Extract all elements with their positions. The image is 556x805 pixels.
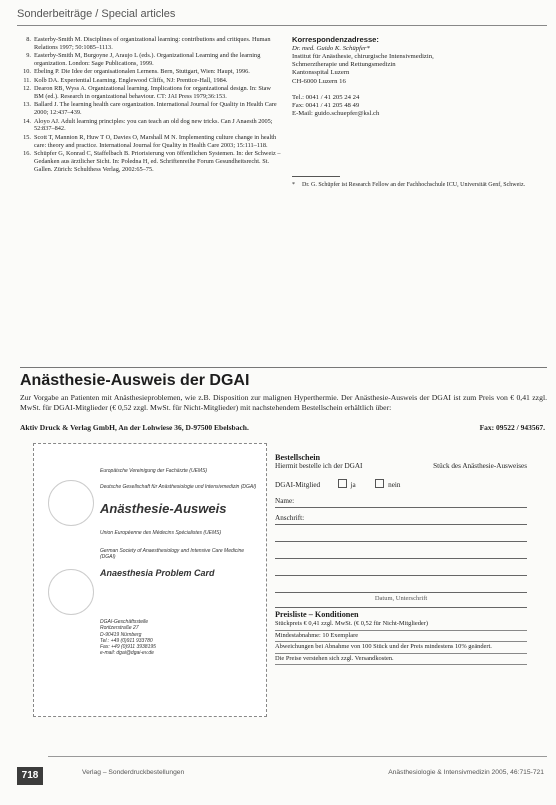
page-number: 718 bbox=[17, 767, 43, 785]
reference-list bbox=[20, 36, 282, 174]
footnote-rule bbox=[292, 176, 340, 177]
reference-item bbox=[20, 36, 282, 52]
publisher-fax: Fax: 09522 / 943567. bbox=[479, 423, 545, 432]
card-org-de-1: Europäische Vereinigung der Fachärzte (UEMS) bbox=[100, 468, 208, 474]
section-rule bbox=[20, 367, 547, 368]
reference-item bbox=[20, 77, 282, 85]
order-form bbox=[275, 453, 527, 665]
reference-number: 13. bbox=[23, 101, 31, 109]
card-title-de: Anästhesie-Ausweis bbox=[100, 501, 227, 516]
address-field[interactable] bbox=[275, 510, 527, 525]
card-org-de-2: Deutsche Gesellschaft für Anästhesiologie und Intensivmedizin (DGAI) bbox=[100, 484, 257, 490]
card-address-line: DGAI-Geschäftsstelle bbox=[100, 619, 149, 625]
member-label: DGAI-Mitglied bbox=[275, 481, 321, 490]
name-field[interactable] bbox=[275, 493, 527, 508]
address-field-line[interactable] bbox=[275, 527, 527, 542]
reference-number: 12. bbox=[23, 85, 31, 93]
header-rule bbox=[17, 25, 547, 26]
footer-rule bbox=[48, 756, 547, 757]
correspondence-block bbox=[292, 36, 547, 118]
reference-text: Scott T, Mannion R, Huw T O, Davies O, Marshall M N. Implementing culture change in health care: theory and practice. International Journal for Quality in Health Care 2003; 15:111–118. bbox=[34, 133, 277, 149]
reference-text: Dearon RB, Wyss A. Organizational learning. Implications for organizational design. In: Staw BM (ed.). Research in organizational behaviour. CT: JAI Press 1979;36:153. bbox=[34, 85, 271, 100]
reference-item bbox=[20, 118, 282, 134]
price-list-heading: Preisliste – Konditionen bbox=[275, 609, 359, 619]
card-address-line: D-90419 Nürnberg bbox=[100, 631, 142, 638]
card-title-en: Anaesthesia Problem Card bbox=[100, 568, 215, 578]
reference-item bbox=[20, 134, 282, 150]
order-label: Hiermit bestelle ich der DGAI bbox=[275, 462, 363, 471]
correspondence-line: CH-6000 Luzern 16 bbox=[292, 77, 346, 85]
reference-number: 8. bbox=[26, 36, 31, 43]
card-address-line: Roritzerstraße 27 bbox=[100, 625, 139, 632]
correspondence-name: Dr. med. Guido K. Schüpfer* bbox=[292, 44, 370, 52]
problem-card-image bbox=[33, 443, 267, 717]
address-label: Anschrift: bbox=[275, 514, 305, 523]
dgai-seal-icon bbox=[48, 569, 94, 615]
reference-number: 11. bbox=[23, 76, 31, 84]
correspondence-line: Schmerztherapie und Rettungsmedizin bbox=[292, 61, 396, 69]
order-form-heading: Bestellschein bbox=[275, 453, 321, 462]
reference-text: Easterby-Smith M, Burgoyne J, Araujo L (eds.). Organizational Learning and the learning organization. London: Sage Publications, 1999. bbox=[34, 52, 261, 67]
uems-seal-icon bbox=[48, 480, 94, 526]
reference-number: 15. bbox=[23, 133, 31, 141]
footnote-text: Dr. G. Schüpfer ist Research Fellow an der Fachhochschule ICU, Universität Genf, Schweiz. bbox=[302, 182, 526, 188]
reference-number: 14. bbox=[23, 117, 31, 125]
footer-left: Verlag – Sonderdruckbestellungen bbox=[82, 769, 185, 776]
correspondence-line: Kantonsspital Luzern bbox=[292, 69, 350, 77]
address-field-line[interactable] bbox=[275, 561, 527, 576]
reference-item bbox=[20, 68, 282, 76]
address-field-line[interactable] bbox=[275, 544, 527, 559]
correspondence-email[interactable]: E-Mail: guido.schuepfer@ksl.ch bbox=[292, 110, 380, 118]
member-row bbox=[275, 479, 527, 490]
member-yes-label: ja bbox=[350, 481, 356, 490]
publisher-address: Aktiv Druck & Verlag GmbH, An der Lohwiese 36, D-97500 Ebelsbach. bbox=[20, 423, 249, 432]
price-row: Abweichungen bei Abnahme von 100 Stück und der Preis mindestens 10% geändert. bbox=[275, 642, 527, 654]
card-address-line: Tel.: +49 (0)911 933780 bbox=[100, 637, 153, 644]
ad-body: Zur Vorgabe an Patienten mit Anästhesieproblemen, wie z.B. Disposition zur malignen Hyperthermie. Der Anästhesie-Ausweis der DGAI ist zum Preis von € 0,41 zzgl. MwSt. für DGAI-Mitglieder (€ 0,52 zzgl. MwSt. für Nicht-Mitglieder) mit nachstehendem Bestellschein erhältlich über: bbox=[20, 393, 547, 412]
reference-item bbox=[20, 52, 282, 68]
correspondence-line: Institut für Anästhesie, chirurgische Intensivmedizin, bbox=[292, 52, 434, 60]
footnote-mark: * bbox=[292, 182, 295, 188]
reference-item bbox=[20, 101, 282, 117]
signature-label: Datum, Unterschrift bbox=[374, 594, 428, 602]
correspondence-heading: Korrespondenzadresse: bbox=[292, 35, 379, 44]
member-yes-checkbox[interactable] bbox=[338, 479, 347, 488]
card-address-line: Fax: +49 (0)911 3938195 bbox=[100, 644, 156, 651]
member-no-checkbox[interactable] bbox=[375, 479, 384, 488]
reference-item bbox=[20, 85, 282, 101]
reference-text: Aloyo AJ. Adult learning principles: you can teach an old dog new tricks. Can J Anaesth 2005; 52:837–842. bbox=[34, 117, 273, 133]
name-label: Name: bbox=[275, 497, 295, 506]
card-address-line: e-mail: dgai@dgai-ev.de bbox=[100, 650, 154, 657]
reference-number: 10. bbox=[23, 68, 31, 76]
order-count-row bbox=[275, 462, 527, 471]
member-no-label: nein bbox=[388, 481, 401, 490]
reference-number: 16. bbox=[23, 149, 31, 157]
reference-text: Schüpfer G, Konrad C, Staffelbach B. Priorisierung von öffentlichen Systemen. In: der Schweiz – Gedanken aus ärztlicher Sicht. In: Poledna H, ed. Schriftenreihe Forum Gesundheitsrecht. St. Gallen. Zürich: Schulthess Verlag, 2002:65–75. bbox=[34, 149, 281, 173]
reference-text: Easterby-Smith M. Disciplines of organizational learning: contributions and critiques. Human Relations 1997; 50:1085–1113. bbox=[34, 36, 271, 51]
footer-right: Anästhesiologie & Intensivmedizin 2005, 46:715-721 bbox=[388, 769, 544, 776]
reference-text: Kolb DA. Experiential Learning. Englewood Cliffs, NJ: Prentice-Hall, 1984. bbox=[34, 76, 228, 84]
correspondence-fax: Fax: 0041 / 41 205 48 49 bbox=[292, 101, 360, 109]
price-row: Die Preise verstehen sich zzgl. Versandkosten. bbox=[275, 654, 527, 666]
order-count-label: Stück des Anästhesie-Ausweises bbox=[433, 462, 527, 471]
running-header: Sonderbeiträge / Special articles bbox=[17, 8, 176, 20]
ad-publisher-line bbox=[20, 423, 547, 432]
price-row: Mindestabnahme: 10 Exemplare bbox=[275, 631, 527, 643]
card-org-en-1: Union Européenne des Médecins Spécialistes (UEMS) bbox=[100, 530, 222, 536]
reference-item bbox=[20, 150, 282, 173]
footnote bbox=[292, 182, 547, 189]
card-address bbox=[100, 619, 156, 657]
price-row: Stückpreis € 0,41 zzgl. MwSt. (€ 0,52 für Nicht-Mitglieder) bbox=[275, 619, 527, 631]
reference-number: 9. bbox=[26, 52, 31, 60]
signature-field[interactable] bbox=[275, 578, 527, 593]
reference-text: Ballard J. The learning health care organization. International Journal for Quality in Health Care 2000; 12:437–439. bbox=[34, 101, 277, 117]
ad-title: Anästhesie-Ausweis der DGAI bbox=[20, 372, 250, 389]
card-org-en-2: German Society of Anaesthesiology and Intensive Care Medicine (DGAI) bbox=[100, 548, 245, 561]
correspondence-phone: Tel.: 0041 / 41 205 24 24 bbox=[292, 93, 360, 101]
reference-text: Ebeling P. Die Idee der organisationalen Lernens. Bern, Stuttgart, Wien: Haupt, 1996. bbox=[34, 68, 250, 76]
